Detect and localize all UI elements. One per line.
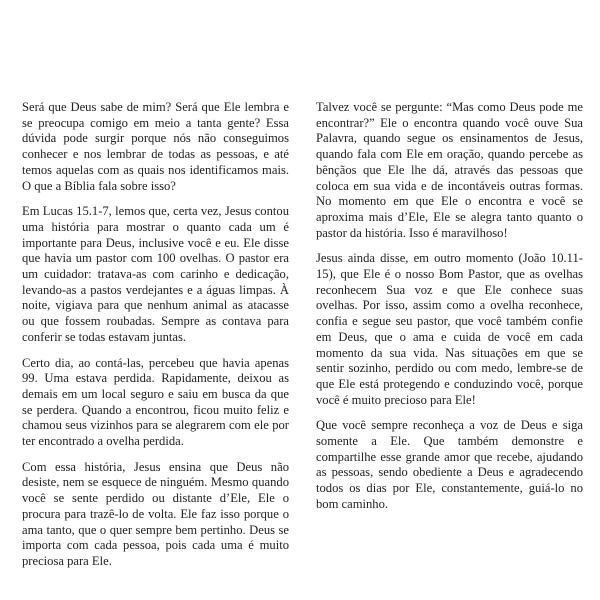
paragraph: Que você sempre reconheça a voz de Deus e siga somente a Ele. Que também demonstre e compartilhe esse grande amor que recebe, ajudando as pessoas, sendo obediente a Deus e agradecendo todos os dias por Ele, constantemente, guiá-lo no bom caminho.	[316, 418, 583, 511]
paragraph: Certo dia, ao contá-las, percebeu que havia apenas 99. Uma estava perdida. Rapidamente, deixou as demais em um local seguro e saiu em busca da que se perdera. Quando a encontrou, ficou muito feliz e chamou seus vizinhos para se alegrarem com ele por ter encontrado a ovelha perdida.	[22, 355, 289, 449]
paragraph: Em Lucas 15.1-7, lemos que, certa vez, Jesus contou uma história para mostrar o quanto cada um é importante para Deus, inclusive você e eu. Ele disse que havia um pastor com 100 ovelhas. O pastor era um cuidador: tratava-as com carinho e dedicação, levando-as a pastos verdejantes e a águas limpas. À noite, vigiava para que nenhum animal as atacasse ou que fossem roubadas. Sempre as contava para conferir se todas estavam juntas.	[22, 204, 289, 344]
right-column	[316, 100, 583, 523]
paragraph: Jesus ainda disse, em outro momento (João 10.11-15), que Ele é o nosso Bom Pastor, que as ovelhas reconhecem Sua voz e que Ele conhece suas ovelhas. Por isso, assim como a ovelha reconhece, confia e segue seu pastor, que você também confie em Deus, que o ama e cuida de você em cada momento da sua vida. Nas situações em que se sentir sozinho, perdido ou com medo, lembre-se de que Ele está protegendo e conduzindo você, porque você é muito precioso para Ele!	[316, 251, 583, 407]
paragraph: Será que Deus sabe de mim? Será que Ele lembra e se preocupa comigo em meio a tanta gente? Essa dúvida pode surgir porque nós não conseguimos conhecer e nos lembrar de todas as pessoas, e até temos aquelas com as quais nos identificamos mais. O que a Bíblia fala sobre isso?	[22, 100, 289, 193]
paragraph: Com essa história, Jesus ensina que Deus não desiste, nem se esquece de ninguém. Mesmo quando você se sente perdido ou distante d’Ele, Ele o procura para trazê-lo de volta. Ele faz isso porque o ama tanto, que o quer sempre bem pertinho. Deus se importa com cada pessoa, pois cada uma é muito preciosa para Ele.	[22, 459, 289, 568]
paragraph: Talvez você se pergunte: “Mas como Deus pode me encontrar?” Ele o encontra quando você ouve Sua Palavra, quando segue os ensinamentos de Jesus, quando fala com Ele em oração, quando percebe as bênçãos que Ele lhe dá, através das pessoas que coloca em sua vida e de incontáveis outras formas. No momento em que Ele o encontra e você se aproxima mais d’Ele, Ele se alegra tanto quanto o pastor da história. Isso é maravilhoso!	[316, 100, 583, 240]
left-column	[22, 100, 289, 580]
